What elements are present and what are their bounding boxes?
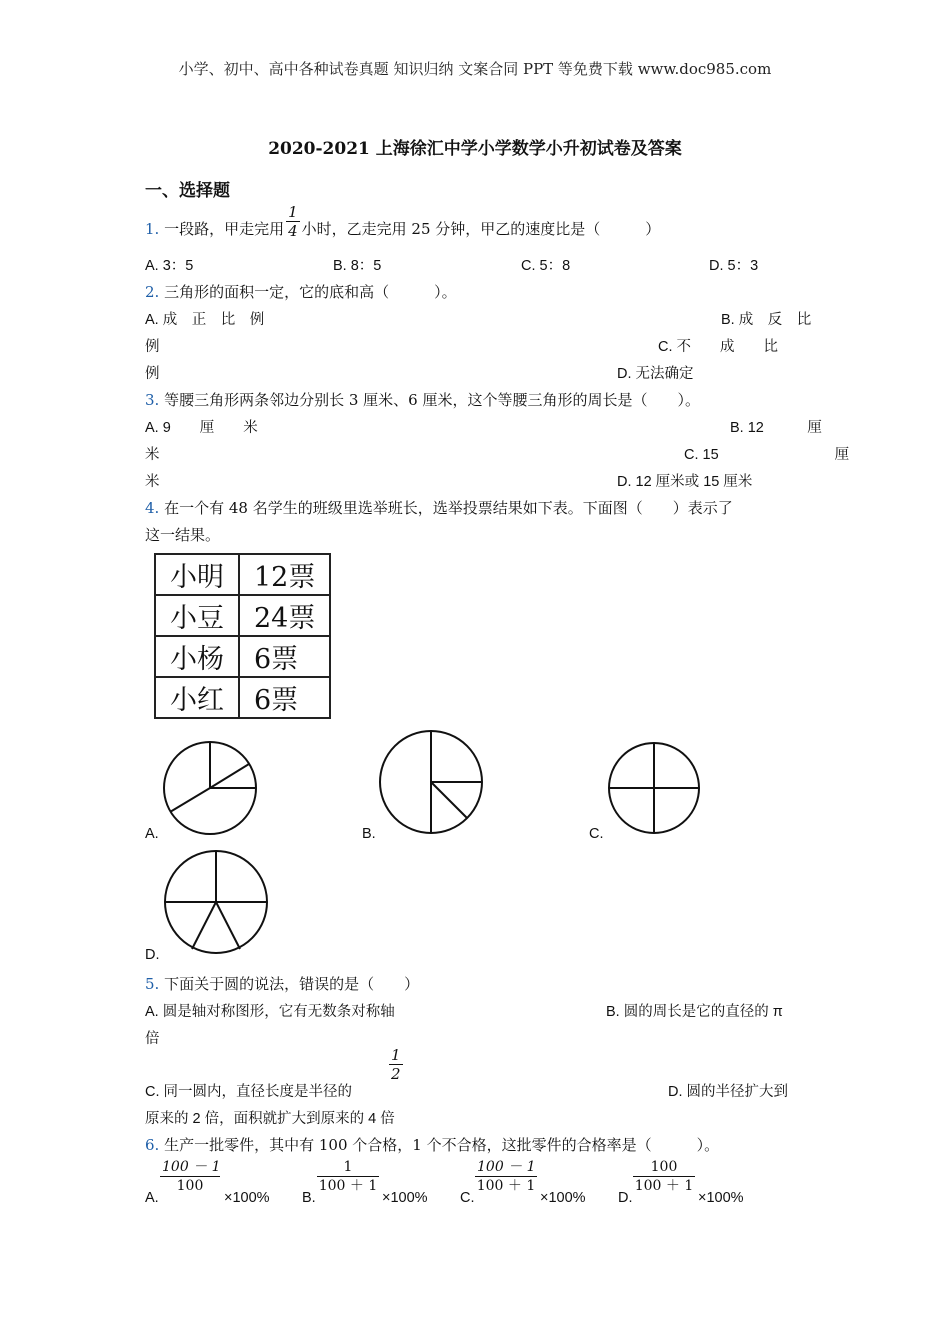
question-number: 2. bbox=[145, 283, 160, 301]
question-number: 1. bbox=[145, 220, 160, 238]
table-row bbox=[155, 595, 330, 636]
option-continuation: 原来的 2 倍，面积就扩大到原来的 4 倍 bbox=[145, 1111, 395, 1127]
option-continuation: 例 bbox=[145, 339, 160, 355]
pie-chart-c[interactable] bbox=[604, 740, 704, 840]
fraction: $\frac{1}{2}$ bbox=[391, 1046, 401, 1083]
option-d-fraction[interactable]: $\frac{100}{100 + 1}$ bbox=[634, 1159, 694, 1194]
table-row bbox=[155, 636, 330, 677]
option-c[interactable]: C. bbox=[589, 826, 604, 842]
site-header: 小学、初中、高中各种试卷真题 知识归纳 文案合同 PPT 等免费下载 www.doc985.com bbox=[178, 60, 772, 78]
question-number: 6. bbox=[145, 1136, 160, 1154]
vote-table bbox=[154, 553, 331, 719]
pie-chart-d[interactable] bbox=[162, 850, 272, 960]
vote-count: 24票 bbox=[239, 595, 330, 636]
option-b[interactable]: B. bbox=[362, 826, 376, 842]
option-d[interactable]: D. 12 厘米或 15 厘米 bbox=[617, 474, 753, 490]
fraction: $\frac{1}{4}$ bbox=[288, 203, 298, 240]
option-continuation: 倍 bbox=[145, 1031, 160, 1047]
table-row bbox=[155, 677, 330, 718]
candidate-name: 小明 bbox=[155, 554, 239, 595]
option-c-fraction[interactable]: $\frac{100 - 1}{100 + 1}$ bbox=[476, 1159, 536, 1194]
option-b[interactable]: B. 成 反 比 bbox=[721, 312, 812, 328]
question-text: 在一个有 48 名学生的班级里选举班长，选举投票结果如下表。下面图（ ）表示了 bbox=[164, 499, 733, 517]
option-b-suffix: ×100% bbox=[382, 1190, 428, 1206]
question-text: 小时，乙走完用 25 分钟，甲乙的速度比是（ ） bbox=[301, 220, 661, 238]
option-a[interactable]: A. 圆是轴对称图形，它有无数条对称轴 bbox=[145, 1004, 395, 1020]
vote-count: 6票 bbox=[239, 677, 330, 718]
question-5 bbox=[145, 973, 419, 994]
question-number: 3. bbox=[145, 391, 160, 409]
option-b[interactable]: B. 圆的周长是它的直径的 π bbox=[606, 1004, 783, 1020]
option-a-fraction[interactable]: $\frac{100 - 1}{100}$ bbox=[162, 1159, 221, 1194]
option-a-suffix: ×100% bbox=[224, 1190, 270, 1206]
option-a-label[interactable]: A. bbox=[145, 1190, 159, 1206]
option-d[interactable]: D. 圆的半径扩大到 bbox=[668, 1084, 789, 1100]
question-text: 生产一批零件，其中有 100 个合格，1 个不合格，这批零件的合格率是（ ）。 bbox=[164, 1136, 720, 1154]
question-text-continued: 这一结果。 bbox=[145, 526, 221, 544]
vote-count: 12票 bbox=[239, 554, 330, 595]
question-1 bbox=[145, 203, 661, 240]
option-c[interactable]: C. 5：8 bbox=[521, 258, 571, 274]
question-2 bbox=[145, 281, 457, 302]
question-text: 一段路，甲走完用 bbox=[164, 220, 285, 238]
option-a[interactable]: A. bbox=[145, 826, 159, 842]
option-d[interactable]: D. 5：3 bbox=[709, 258, 759, 274]
section-heading: 一、选择题 bbox=[145, 181, 230, 201]
option-b[interactable]: B. 8：5 bbox=[333, 258, 382, 274]
candidate-name: 小红 bbox=[155, 677, 239, 718]
page-title: 2020-2021 上海徐汇中学小学数学小升初试卷及答案 bbox=[268, 139, 682, 159]
candidate-name: 小杨 bbox=[155, 636, 239, 677]
option-b[interactable]: B. 12 厘 bbox=[730, 420, 822, 436]
question-6 bbox=[145, 1134, 719, 1155]
question-text: 等腰三角形两条邻边分别长 3 厘米、6 厘米，这个等腰三角形的周长是（ ）。 bbox=[164, 391, 700, 409]
option-a[interactable]: A. 成 正 比 例 bbox=[145, 312, 265, 328]
pie-chart-b[interactable] bbox=[377, 730, 487, 840]
table-row bbox=[155, 554, 330, 595]
pie-chart-a[interactable] bbox=[160, 740, 260, 840]
option-c-label[interactable]: C. bbox=[460, 1190, 475, 1206]
question-number: 5. bbox=[145, 975, 160, 993]
option-c-suffix: ×100% bbox=[540, 1190, 586, 1206]
question-text: 三角形的面积一定，它的底和高（ ）。 bbox=[164, 283, 457, 301]
option-d[interactable]: D. 无法确定 bbox=[617, 366, 694, 382]
vote-count: 6票 bbox=[239, 636, 330, 677]
option-c[interactable]: C. 15 厘 bbox=[684, 447, 850, 463]
question-text: 下面关于圆的说法，错误的是（ ） bbox=[164, 975, 420, 993]
option-continuation: 米 bbox=[145, 447, 160, 463]
option-c[interactable]: C. 不 成 比 bbox=[658, 339, 779, 355]
option-continuation: 米 bbox=[145, 474, 160, 490]
option-c[interactable]: C. 同一圆内，直径长度是半径的 bbox=[145, 1084, 353, 1100]
candidate-name: 小豆 bbox=[155, 595, 239, 636]
option-d[interactable]: D. bbox=[145, 947, 160, 963]
option-a[interactable]: A. 9 厘 米 bbox=[145, 420, 258, 436]
option-a[interactable]: A. 3：5 bbox=[145, 258, 194, 274]
question-4 bbox=[145, 497, 733, 518]
option-d-label[interactable]: D. bbox=[618, 1190, 633, 1206]
option-continuation: 例 bbox=[145, 366, 160, 382]
option-b-label[interactable]: B. bbox=[302, 1190, 316, 1206]
question-number: 4. bbox=[145, 499, 160, 517]
question-3 bbox=[145, 389, 700, 410]
option-d-suffix: ×100% bbox=[698, 1190, 744, 1206]
option-b-fraction[interactable]: $\frac{1}{100 + 1}$ bbox=[318, 1159, 378, 1194]
